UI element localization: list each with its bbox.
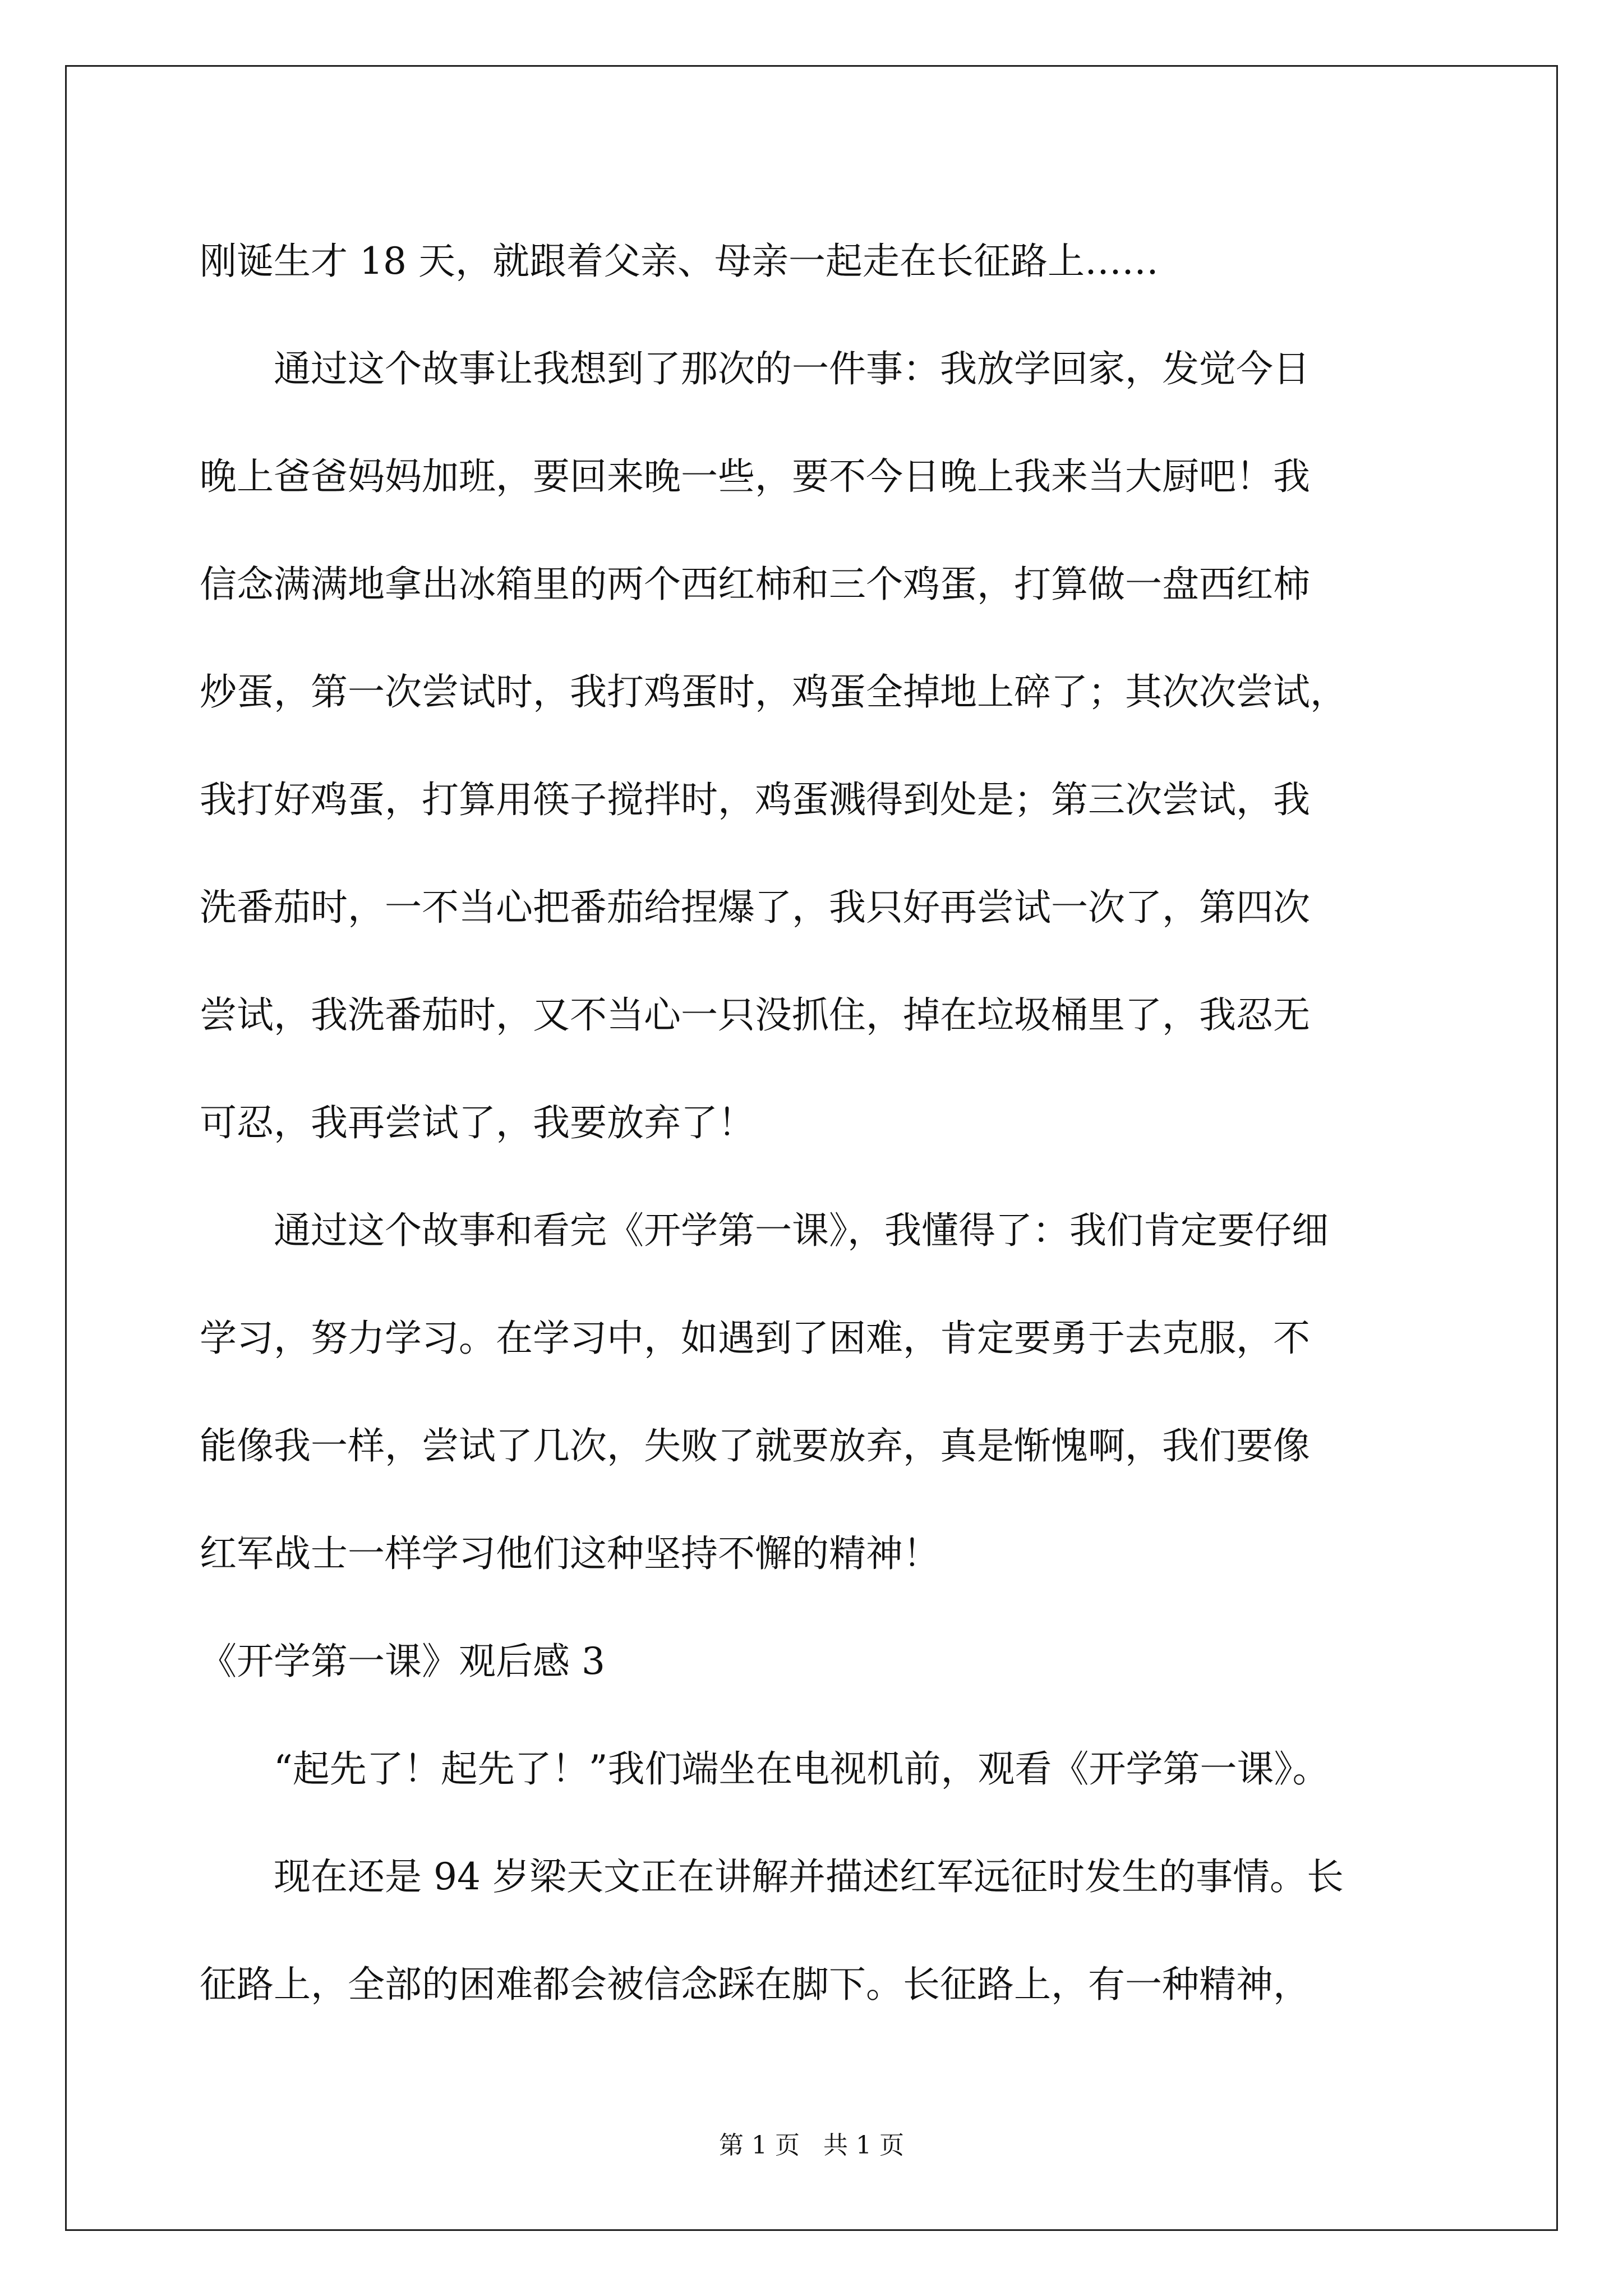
- paragraph-3: [200, 1177, 1433, 1608]
- text-line: 炒蛋，第一次尝试时，我打鸡蛋时，鸡蛋全掉地上碎了；其次次尝试，: [200, 670, 1347, 714]
- document-body: [200, 208, 1433, 2039]
- page-number-footer: 第 1 页 共 1 页: [719, 2131, 904, 2160]
- section-heading: 《开学第一课》观后感 3: [200, 1640, 605, 1683]
- text-line: 红军战士一样学习他们这种坚持不懈的精神！: [200, 1532, 940, 1575]
- text-line: 通过这个故事让我想到了那次的一件事：我放学回家，发觉今日: [274, 347, 1310, 390]
- paragraph-2: [200, 315, 1433, 1177]
- text-line: 可忍，我再尝试了，我要放弃了！: [200, 1101, 755, 1144]
- text-line: 我打好鸡蛋，打算用筷子搅拌时，鸡蛋溅得到处是；第三次尝试，我: [200, 778, 1310, 821]
- paragraph-5: [200, 1823, 1433, 2039]
- text-line: 征路上，全部的困难都会被信念踩在脚下。长征路上，有一种精神，: [200, 1963, 1310, 2006]
- text-line: “起先了！起先了！”我们端坐在电视机前，观看《开学第一课》。: [274, 1747, 1330, 1791]
- text-line: 现在还是 94 岁梁天文正在讲解并描述红军远征时发生的事情。长: [274, 1855, 1344, 1898]
- paragraph-1: [200, 208, 1433, 315]
- text-line: 刚诞生才 18 天，就跟着父亲、母亲一起走在长征路上……: [200, 240, 1159, 283]
- text-line: 学习，努力学习。在学习中，如遇到了困难，肯定要勇于去克服，不: [200, 1317, 1310, 1360]
- text-line: 尝试，我洗番茄时，又不当心一只没抓住，掉在垃圾桶里了，我忍无: [200, 993, 1310, 1037]
- paragraph-4: [200, 1715, 1433, 1823]
- text-line: 洗番茄时，一不当心把番茄给捏爆了，我只好再尝试一次了，第四次: [200, 886, 1310, 929]
- text-line: 晚上爸爸妈妈加班，要回来晚一些，要不今日晚上我来当大厨吧！我: [200, 455, 1310, 498]
- text-line: 通过这个故事和看完《开学第一课》，我懂得了：我们肯定要仔细: [274, 1209, 1329, 1252]
- text-line: 能像我一样，尝试了几次，失败了就要放弃，真是惭愧啊，我们要像: [200, 1424, 1310, 1467]
- text-line: 信念满满地拿出冰箱里的两个西红柿和三个鸡蛋，打算做一盘西红柿: [200, 563, 1310, 606]
